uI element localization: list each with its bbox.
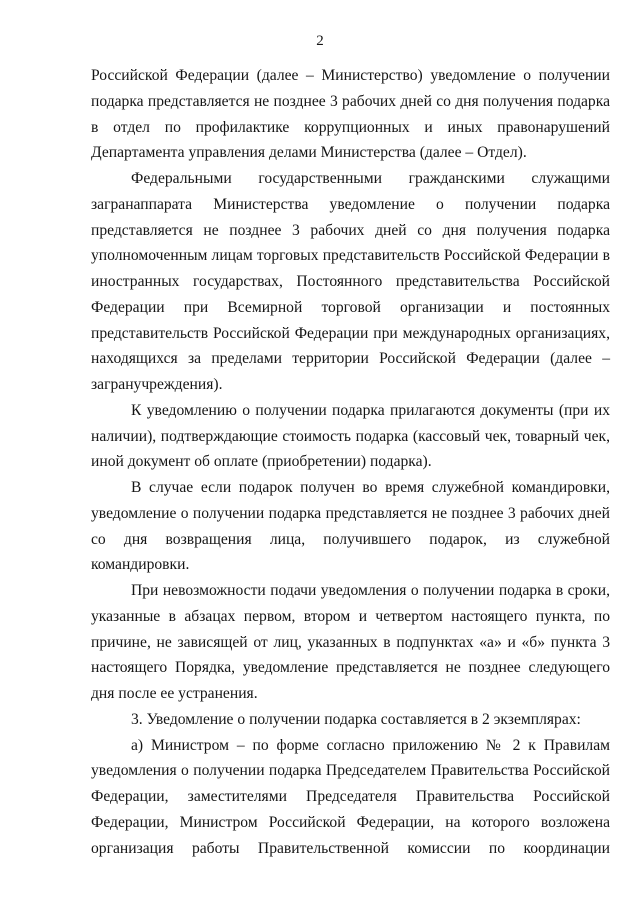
paragraph-business-trip: В случае если подарок получен во время служебной командировки, уведомление о получении подарка представляется не позднее 3 рабочих дней со дня возвращения лица, получившего подарок, из служебной командировки. xyxy=(91,479,610,574)
document-body xyxy=(91,63,610,861)
paragraph-item-3: 3. Уведомление о получении подарка составляется в 2 экземплярах: xyxy=(131,710,581,728)
paragraph-documents: К уведомлению о получении подарка прилагаются документы (при их наличии), подтверждающие стоимость подарка (кассовый чек, товарный чек, иной документ об оплате (приобретении) подарка). xyxy=(91,401,610,471)
paragraph-continuation: Российской Федерации (далее – Министерство) уведомление о получении подарка представляется не позднее 3 рабочих дней со дня получения подарка в отдел по профилактике коррупционных и иных правонарушений Департамента управления делами Министерства (далее – Отдел). xyxy=(91,67,610,162)
page-number: 2 xyxy=(316,33,324,49)
paragraph-impossibility: При невозможности подачи уведомления о получении подарка в сроки, указанные в абзацах первом, втором и четвертом настоящего пункта, по причине, не зависящей от лиц, указанных в подпунктах «а» и «б» пункта 3 настоящего Порядка, уведомление представляется не позднее следующего дня после ее устранения. xyxy=(91,582,610,702)
paragraph-zagranapparat: Федеральными государственными гражданскими служащими загранаппарата Министерства уведомление о получении подарка представляется не позднее 3 рабочих дней со дня получения подарка уполномоченным лицам торговых представительств Российской Федерации в иностранных государствах, Постоянного представительства Российской Федерации при Всемирной торговой организации и постоянных представительств Российской Федерации при международных организациях, находящихся за пределами территории Российской Федерации (далее – загранучреждения). xyxy=(91,170,610,393)
paragraph-item-3a: а) Министром – по форме согласно приложению № 2 к Правилам уведомления о получении подарка Председателем Правительства Российской Федерации, заместителями Председателя Правительства Российской Федерации, Министром Российской Федерации, на которого возложена организация работы Правительственной комиссии по координации xyxy=(91,736,610,857)
